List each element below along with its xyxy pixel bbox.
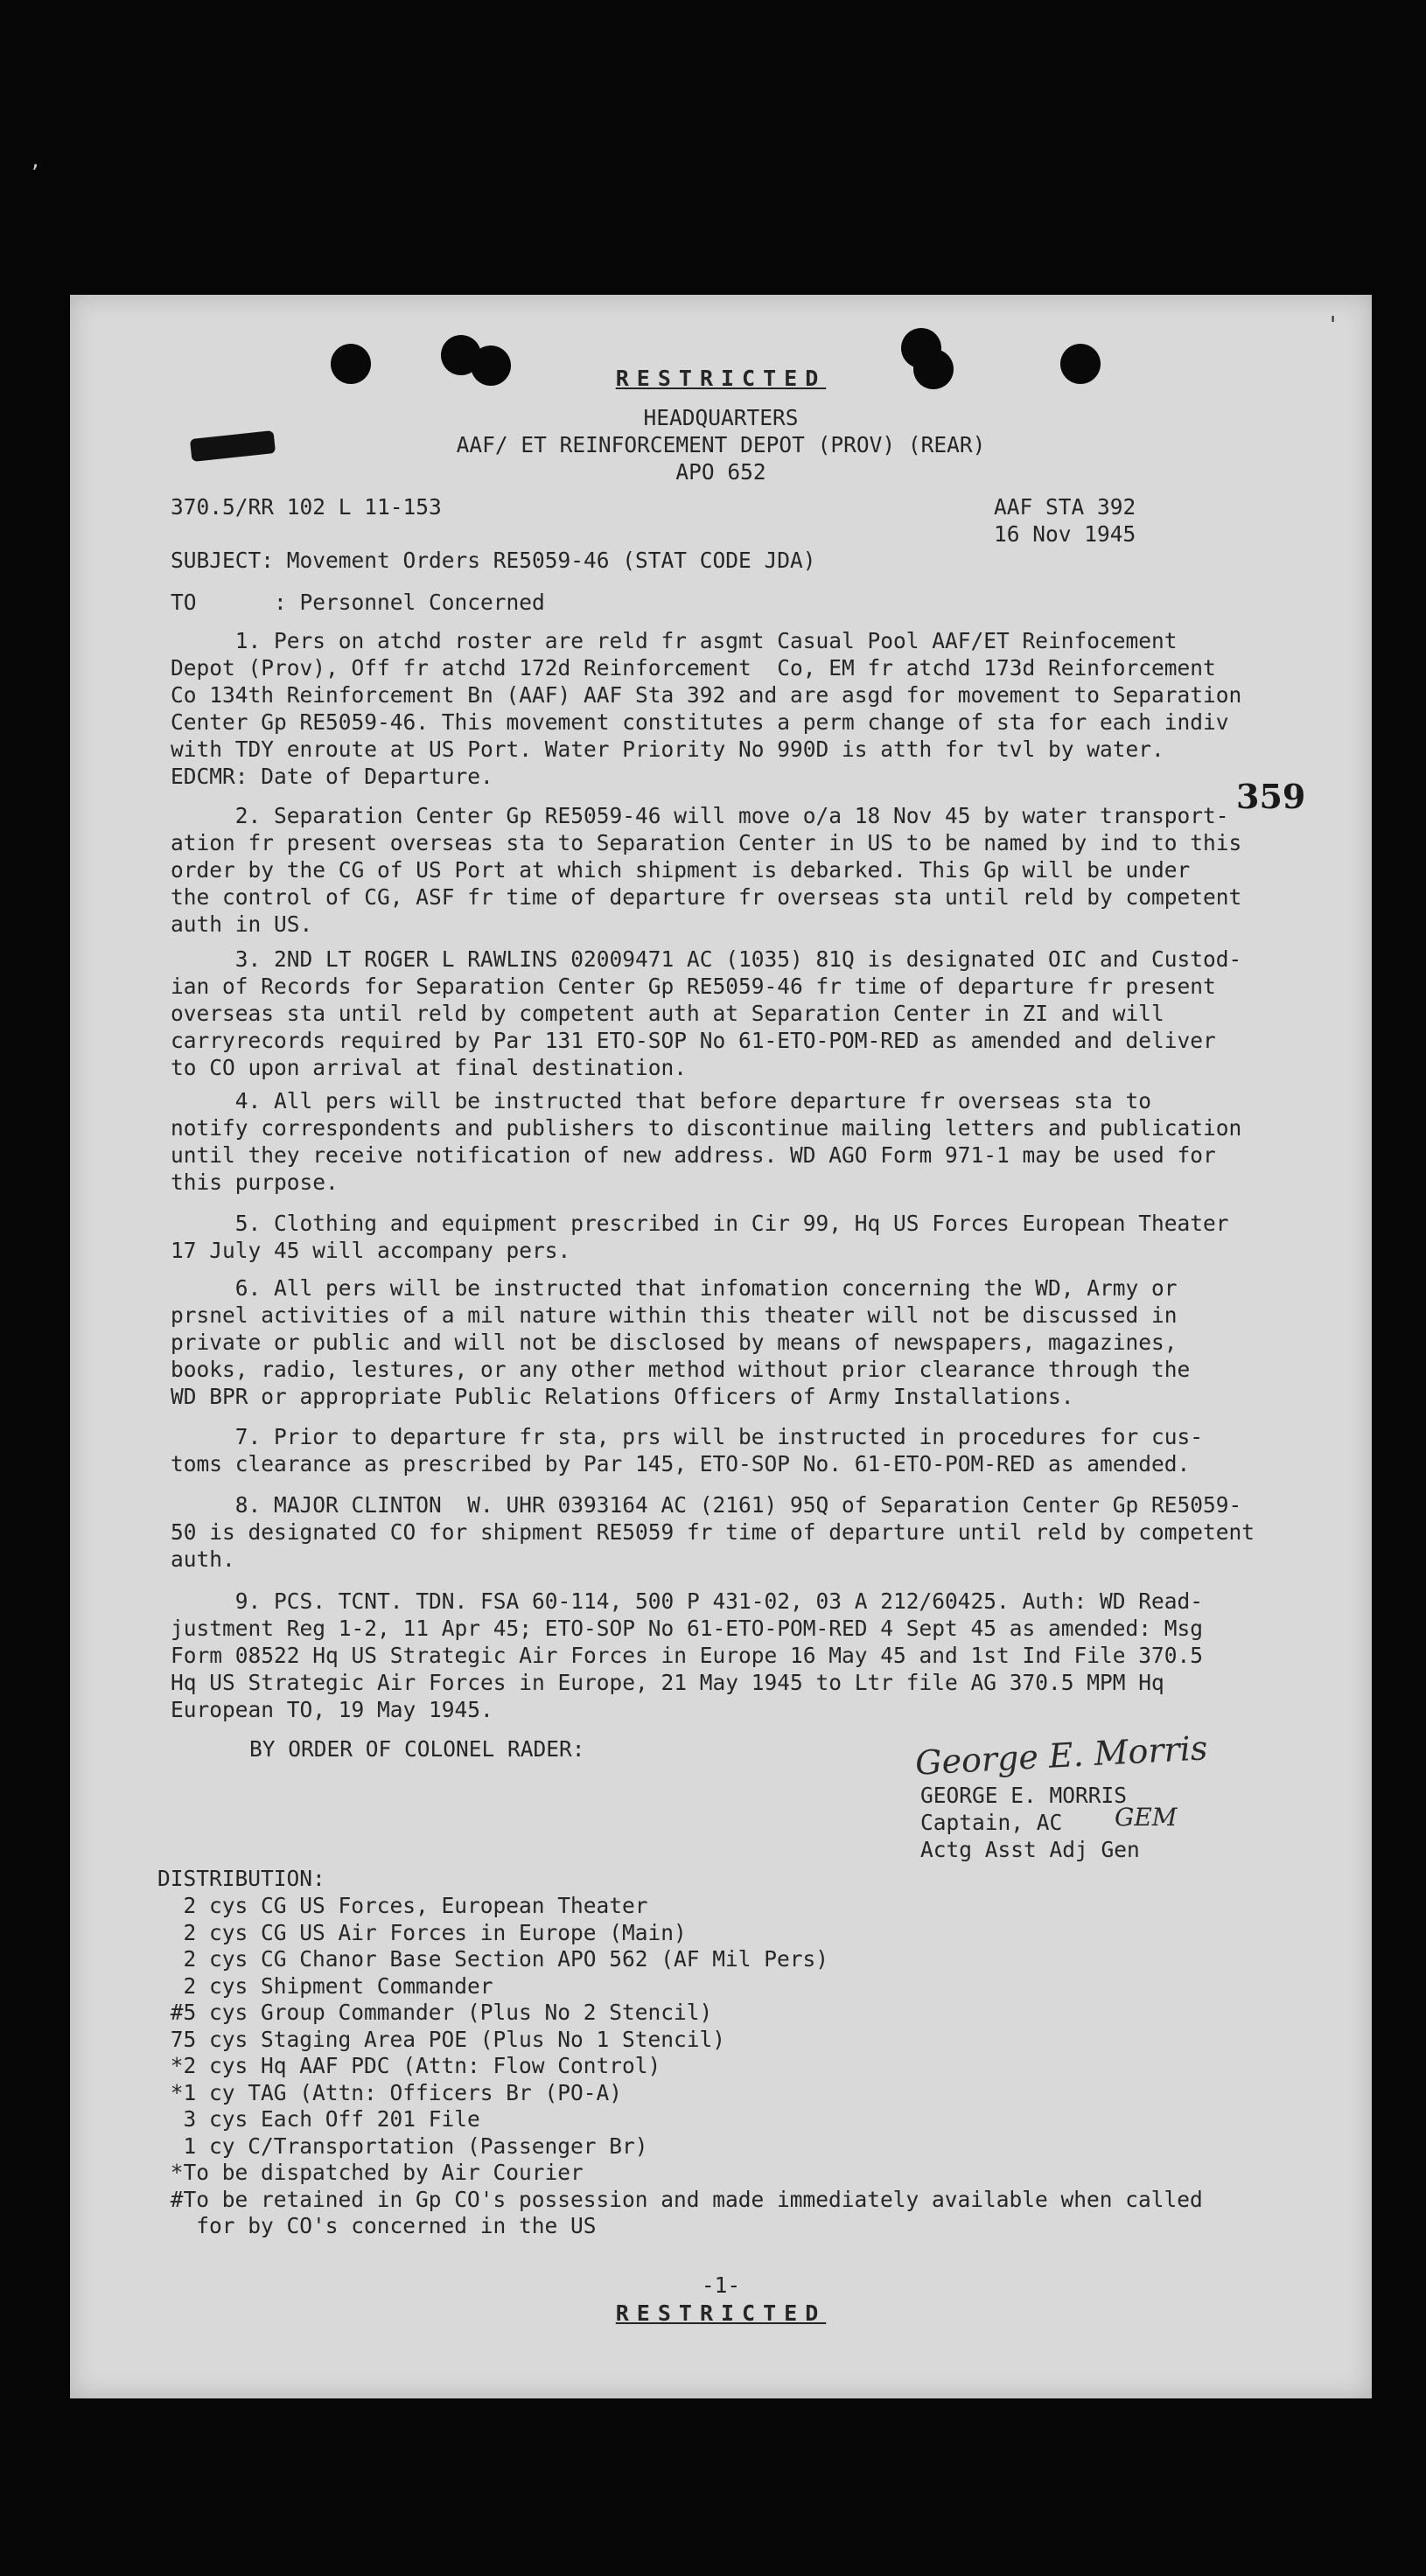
paragraph-1: 1. Pers on atchd roster are reld fr asgmt Casual Pool AAF/ET Reinfocement Depot (Prov), Off fr atchd 172d Reinforcement Co, EM fr atchd 173d Reinforcement Co 134th Reinforcement Bn (AAF) AAF Sta 392 and are asgd for movement to Separation Center Gp RE5059-46. This movement constitutes a perm change of sta for each indiv with TDY enroute at US Port. Water Priority No 990D is atth for tvl by water. EDCMR: Date of Departure. [171,628,1242,789]
to-line: TO : Personnel Concerned [171,590,545,615]
distribution-line: 2 cys CG US Air Forces in Europe (Main) [157,1919,687,1945]
distribution-line: 2 cys Shipment Commander [157,1972,493,1999]
paragraph-8: 8. MAJOR CLINTON W. UHR 0393164 AC (2161) 95Q of Separation Center Gp RE5059- 50 is designated CO for shipment RE5059 fr time of departure until reld by competent auth. [171,1492,1255,1572]
distribution-line: 2 cys CG US Forces, European Theater [157,1893,648,1918]
classification-bottom: RESTRICTED [615,2300,827,2326]
distribution-line: #To be retained in Gp CO's possession and made immediately available when called [157,2186,1203,2212]
paragraph-4: 4. All pers will be instructed that before departure fr overseas sta to notify correspondents and publishers to discontinue mailing letters and publication until they receive notification of new address. WD AGO Form 971-1 may be used for this purpose. [171,1088,1242,1195]
paragraph-7: 7. Prior to departure fr sta, prs will be instructed in procedures for cus- toms clearance as prescribed by Par 145, ETO-SOP No. 61-ETO-POM-RED as amended. [171,1424,1204,1476]
paragraph-2: 2. Separation Center Gp RE5059-46 will move o/a 18 Nov 45 by water transport- ation fr present overseas sta to Separation Center in US to be named by ind to this order by the CG of US Port at which shipment is debarked. This Gp will be under the control of CG, ASF fr time of departure fr overseas sta until reld by competent auth in US. [171,803,1242,937]
distribution-line: *To be dispatched by Air Courier [157,2160,584,2185]
org-line-1: HEADQUARTERS [643,405,799,430]
margin-mark: ' [1330,312,1337,339]
distribution-line: 2 cys CG Chanor Base Section APO 562 (AF Mil Pers) [157,1946,829,1972]
distribution-line: 1 cy C/Transportation (Passenger Br) [157,2133,648,2159]
paragraph-6: 6. All pers will be instructed that infomation concerning the WD, Army or prsnel activities of a mil nature within this theater will not be discussed in private or public and will not be disclosed by means of newspapers, magazines, books, radio, lestures, or any other method without prior clearance through the WD BPR or appropriate Public Relations Officers of Army Installations. [171,1275,1191,1409]
file-number: 370.5/RR 102 L 11-153 [171,494,442,520]
distribution-line: 75 cys Staging Area POE (Plus No 1 Stencil) [157,2026,726,2052]
distribution-line: 3 cys Each Off 201 File [157,2106,480,2132]
signer-initials: GEM [1115,1803,1178,1832]
page-stamp-number: 359 [1236,777,1306,816]
distribution-line: *1 cy TAG (Attn: Officers Br (PO-A) [157,2079,623,2105]
distribution-line: *2 cys Hq AAF PDC (Attn: Flow Control) [157,2053,661,2078]
document-page [70,295,1372,2398]
page-number: -1- [701,2272,741,2298]
signer-rank: Captain, AC [920,1810,1063,1835]
paragraph-3: 3. 2ND LT ROGER L RAWLINS 02009471 AC (1035) 81Q is designated OIC and Custod- ian of Records for Separation Center Gp RE5059-46 fr time of departure fr present overseas sta until reld by competent auth at Separation Center in ZI and will carryrecords required by Par 131 ETO-SOP No 61-ETO-POM-RED as amended and deliver to CO upon arrival at final destination. [171,946,1242,1080]
station: AAF STA 392 [994,494,1136,520]
order-date: 16 Nov 1945 [994,521,1136,547]
subject-line: SUBJECT: Movement Orders RE5059-46 (STAT CODE JDA) [171,548,816,573]
paragraph-9: 9. PCS. TCNT. TDN. FSA 60-114, 500 P 431-02, 03 A 212/60425. Auth: WD Read- justment Reg 1-2, 11 Apr 45; ETO-SOP No 61-ETO-POM-RED 4 Sept 45 as amended: Msg Form 08522 Hq US Strategic Air Forces in Europe 16 May 45 and 1st Ind File 370.5 Hq US Strategic Air Forces in Europe, 21 May 1945 to Ltr file AG 370.5 MPM Hq European TO, 19 May 1945. [171,1588,1204,1722]
distribution-heading: DISTRIBUTION: [157,1866,325,1891]
distribution-line: #5 cys Group Commander (Plus No 2 Stencil) [157,2000,713,2025]
signer-title: Actg Asst Adj Gen [920,1837,1140,1862]
margin-mark: ‚ [31,147,39,173]
distribution-line: for by CO's concerned in the US [157,2213,597,2238]
signer-name: GEORGE E. MORRIS [920,1783,1128,1808]
classification-top: RESTRICTED [615,366,827,391]
org-line-2: AAF/ ET REINFORCEMENT DEPOT (PROV) (REAR) [456,432,986,457]
handwritten-signature: George E. Morris [914,1728,1209,1783]
paragraph-5: 5. Clothing and equipment prescribed in Cir 99, Hq US Forces European Theater 17 July 45 will accompany pers. [171,1211,1229,1263]
by-order-line: BY ORDER OF COLONEL RADER: [249,1736,585,1762]
org-line-3: APO 652 [675,459,766,485]
